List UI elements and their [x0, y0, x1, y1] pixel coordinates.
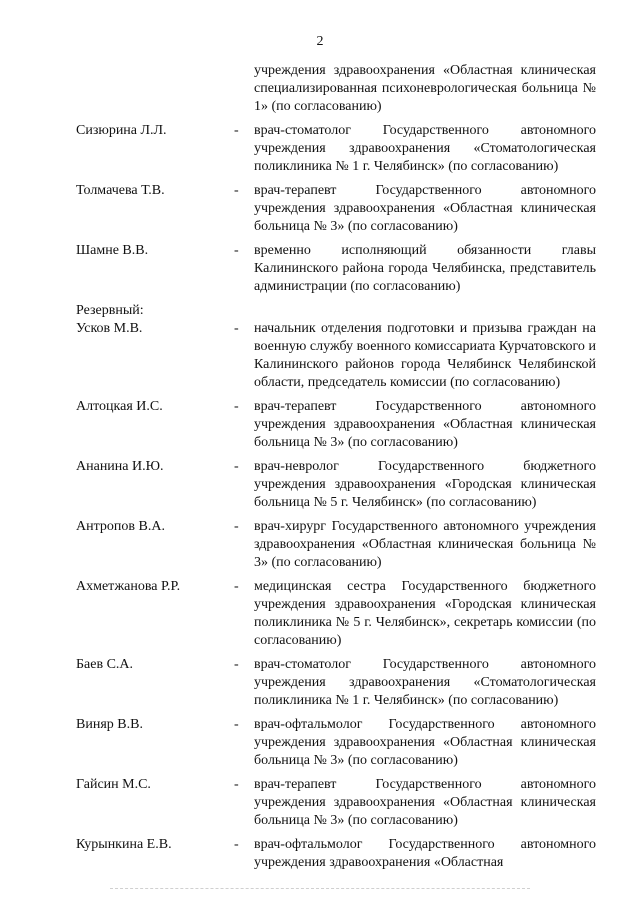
member-entry [76, 182, 596, 236]
member-name: Усков М.В. [76, 321, 143, 336]
entry-dash: - [234, 399, 239, 414]
member-description: врач-невролог Государственного бюджетного учреждения здравоохранения «Городская клиническая больница № 5 г. Челябинск» (по согласованию) [254, 459, 596, 510]
member-name: Шамне В.В. [76, 243, 149, 258]
entry-dash: - [234, 243, 239, 258]
document-content [76, 62, 596, 878]
member-name: Виняр В.В. [76, 717, 143, 732]
member-description: врач-терапевт Государственного автономного учреждения здравоохранения «Областная клиническая больница № 3» (по согласованию) [254, 399, 596, 450]
member-description: врач-офтальмолог Государственного автономного учреждения здравоохранения «Областная клиническая больница № 3» (по согласованию) [254, 717, 596, 768]
member-entry [76, 122, 596, 176]
entry-dash: - [234, 123, 239, 138]
member-entry [76, 578, 596, 650]
member-description: врач-хирург Государственного автономного учреждения здравоохранения «Областная клиническая больница № 3» (по согласованию) [254, 519, 596, 570]
member-description: медицинская сестра Государственного бюджетного учреждения здравоохранения «Городская клиническая поликлиника № 5 г. Челябинск», секретарь комиссии (по согласованию) [254, 579, 596, 648]
entry-dash: - [234, 777, 239, 792]
member-description: врач-стоматолог Государственного автономного учреждения здравоохранения «Стоматологическая поликлиника № 1 г. Челябинск» (по согласованию) [254, 123, 596, 174]
member-name: Алтоцкая И.С. [76, 399, 163, 414]
member-name: Антропов В.А. [76, 519, 165, 534]
member-entry [76, 716, 596, 770]
entry-dash: - [234, 459, 239, 474]
member-name: Ахметжанова Р.Р. [76, 579, 181, 594]
reserve-section-label: Резервный: [76, 303, 144, 318]
entry-dash: - [234, 321, 239, 336]
member-entry [76, 398, 596, 452]
member-entry [76, 320, 596, 392]
scan-footer-line [110, 888, 530, 889]
member-entry [76, 458, 596, 512]
member-entry [76, 242, 596, 296]
member-name: Ананина И.Ю. [76, 459, 164, 474]
member-description: врач-офтальмолог Государственного автономного учреждения здравоохранения «Областная [254, 837, 596, 870]
page-number: 2 [316, 34, 324, 49]
member-name: Курынкина Е.В. [76, 837, 172, 852]
entry-dash: - [234, 837, 239, 852]
entry-dash: - [234, 183, 239, 198]
member-entry [76, 518, 596, 572]
entry-dash: - [234, 657, 239, 672]
member-name: Толмачева Т.В. [76, 183, 165, 198]
member-description: начальник отделения подготовки и призыва граждан на военную службу военного комиссариата Курчатовского и Калининского районов города Челябинск Челябинской области, председатель комиссии (по согласованию) [254, 321, 596, 390]
entry-dash: - [234, 717, 239, 732]
entry-dash: - [234, 579, 239, 594]
member-description: врач-стоматолог Государственного автономного учреждения здравоохранения «Стоматологическая поликлиника № 1 г. Челябинск» (по согласованию) [254, 657, 596, 708]
member-name: Гайсин М.С. [76, 777, 151, 792]
member-entry [76, 836, 596, 872]
member-name: Баев С.А. [76, 657, 134, 672]
entry-dash: - [234, 519, 239, 534]
continuation-text: учреждения здравоохранения «Областная клиническая специализированная психоневрологическая больница № 1» (по согласованию) [254, 63, 596, 114]
member-description: врач-терапевт Государственного автономного учреждения здравоохранения «Областная клиническая больница № 3» (по согласованию) [254, 183, 596, 234]
member-entry [76, 656, 596, 710]
member-name: Сизюрина Л.Л. [76, 123, 167, 138]
member-description: врач-терапевт Государственного автономного учреждения здравоохранения «Областная клиническая больница № 3» (по согласованию) [254, 777, 596, 828]
member-entry [76, 776, 596, 830]
member-description: временно исполняющий обязанности главы Калининского района города Челябинска, представитель администрации (по согласованию) [254, 243, 596, 294]
